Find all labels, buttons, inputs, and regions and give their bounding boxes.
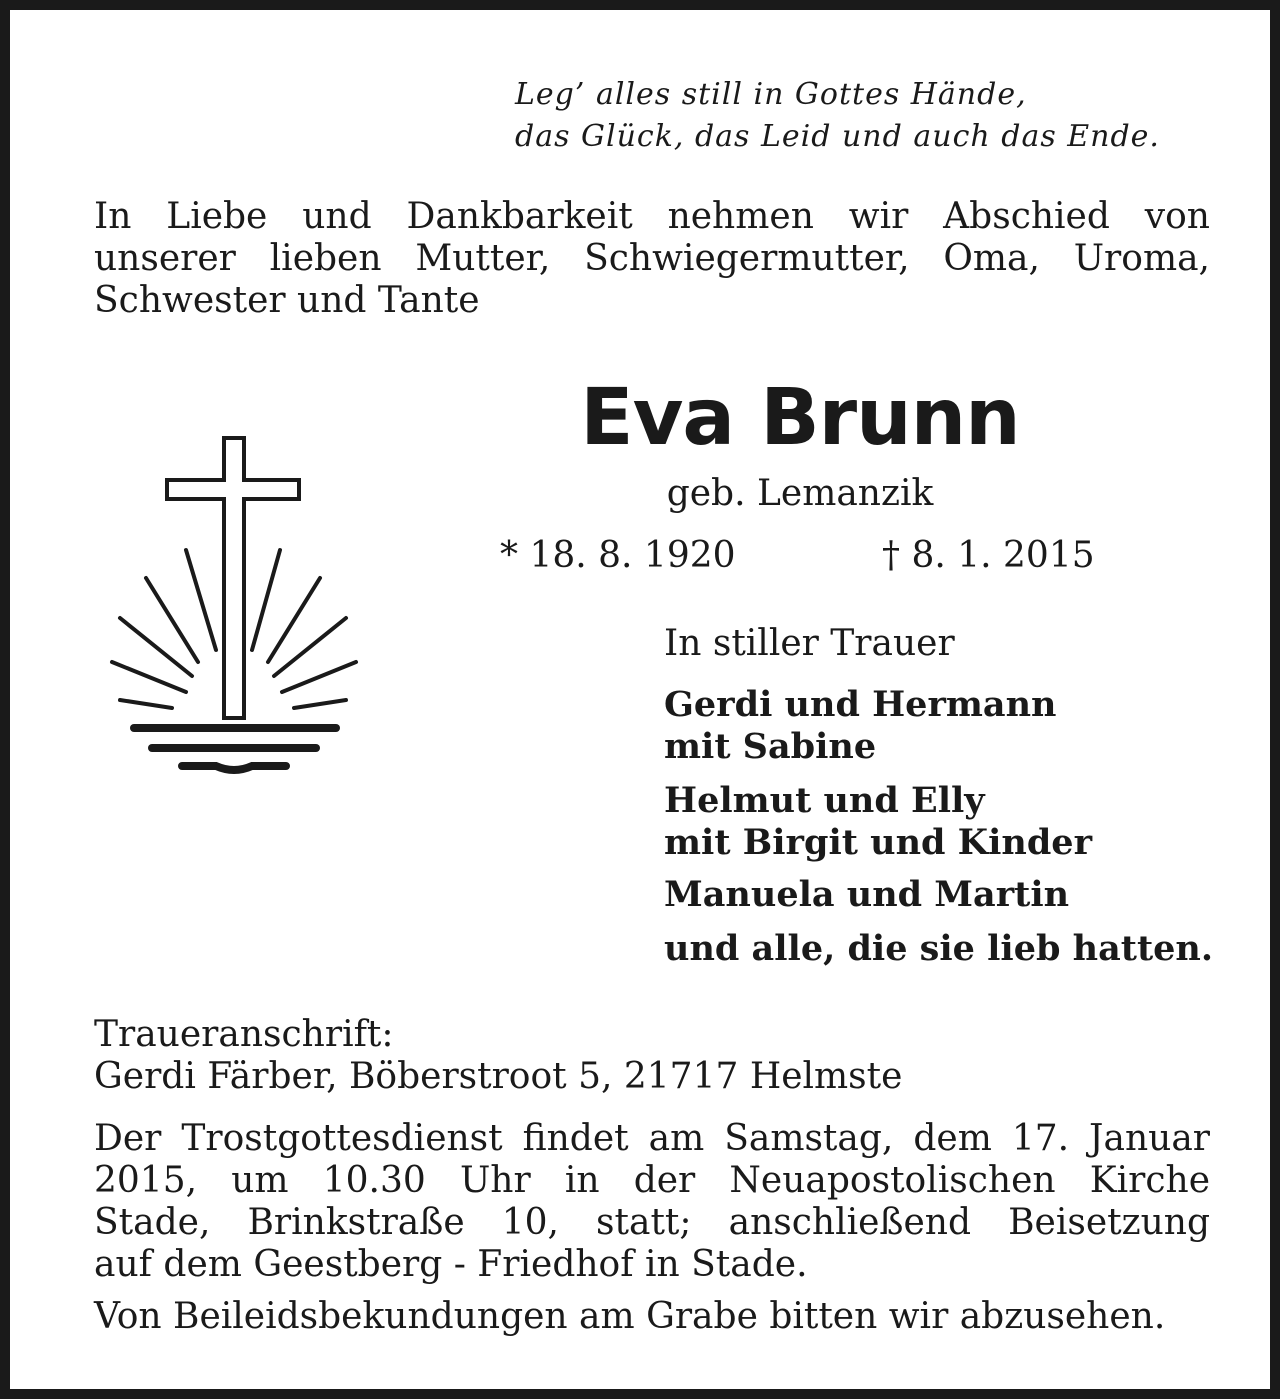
mourner-line: und alle, die sie lieb hatten.	[664, 928, 1214, 969]
service-text	[94, 1118, 1210, 1286]
mourning-title: In stiller Trauer	[664, 623, 955, 664]
mourner-line: mit Birgit und Kinder	[664, 822, 1093, 863]
intro-line-3: Schwester und Tante	[94, 280, 480, 321]
deceased-name: Eva Brunn	[580, 373, 1020, 463]
service-line-4: auf dem Geestberg - Friedhof in Stade.	[94, 1244, 808, 1285]
service-line-2: 2015, um 10.30 Uhr in der Neuapostolischen Kirche	[94, 1160, 1210, 1201]
service-line-1: Der Trostgottesdienst findet am Samstag, dem 17. Januar	[94, 1118, 1210, 1159]
motto-line-2: das Glück, das Leid und auch das Ende.	[515, 119, 1160, 154]
intro-line-2: unserer lieben Mutter, Schwiegermutter, Oma, Uroma,	[94, 238, 1210, 279]
birth-date: * 18. 8. 1920	[500, 535, 736, 576]
mourner-line: Manuela und Martin	[664, 874, 1070, 915]
mourner-line: mit Sabine	[664, 726, 877, 767]
cross-sun-water-icon	[106, 432, 366, 782]
death-date: † 8. 1. 2015	[882, 535, 1095, 576]
mourner-line: Helmut und Elly	[664, 780, 985, 821]
address-label: Traueranschrift:	[94, 1014, 394, 1055]
maiden-name: geb. Lemanzik	[666, 473, 934, 514]
intro-text	[94, 196, 1210, 322]
mourner-line: Gerdi und Hermann	[664, 684, 1057, 725]
intro-line-1: In Liebe und Dankbarkeit nehmen wir Abschied von	[94, 196, 1210, 237]
address-value: Gerdi Färber, Böberstroot 5, 21717 Helmste	[94, 1056, 903, 1097]
motto-line-1: Leg’ alles still in Gottes Hände,	[515, 77, 1027, 112]
condolence-note: Von Beileidsbekundungen am Grabe bitten wir abzusehen.	[94, 1296, 1166, 1337]
motto-verse	[515, 74, 1235, 158]
service-line-3: Stade, Brinkstraße 10, statt; anschließend Beisetzung	[94, 1202, 1210, 1243]
